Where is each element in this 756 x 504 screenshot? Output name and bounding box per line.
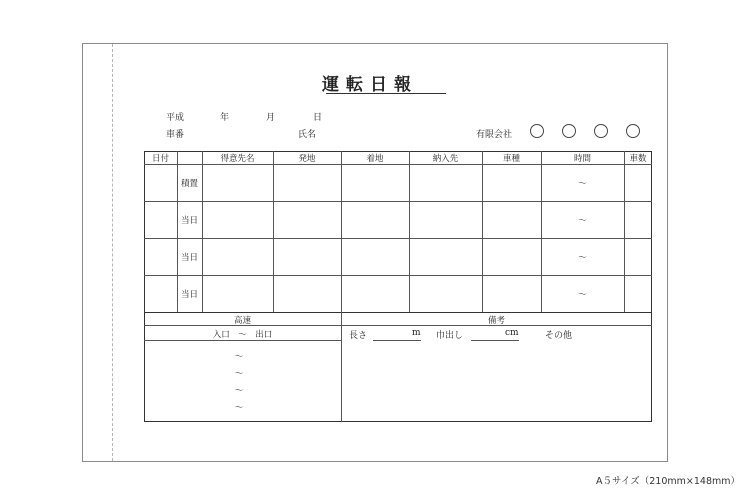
highway-entry: ～ <box>234 352 244 362</box>
length-unit: m <box>412 328 421 338</box>
time-separator: ～ <box>578 179 587 189</box>
width-label: 巾出し <box>436 331 464 341</box>
row-divider <box>144 238 652 239</box>
highway-entry: ～ <box>234 403 244 413</box>
time-separator: ～ <box>578 216 587 226</box>
length-blank <box>373 340 421 341</box>
perforation-line <box>112 44 113 461</box>
col-header-time: 時間 <box>573 154 591 164</box>
paper-size-caption: A５サイズ（210mm×148mm） <box>596 476 740 487</box>
col-header-date: 日付 <box>151 154 169 164</box>
row-day-label: 当日 <box>180 216 198 226</box>
driver-name-label: 氏名 <box>298 130 317 140</box>
era-label: 平成 <box>166 113 185 123</box>
row-divider <box>144 275 652 276</box>
highway-subheader: 入口 ～ 出口 <box>212 330 273 340</box>
seal-circle <box>626 124 640 138</box>
col-header-origin: 発地 <box>298 154 316 164</box>
row-day-label: 当日 <box>180 253 198 263</box>
time-separator: ～ <box>578 253 587 263</box>
col-divider <box>202 151 203 312</box>
width-blank <box>471 340 519 341</box>
col-divider <box>273 151 274 312</box>
section-divider <box>144 312 652 313</box>
title-underline <box>326 93 446 94</box>
log-table <box>144 151 652 422</box>
width-unit: cm <box>505 328 519 338</box>
time-separator: ～ <box>578 290 587 300</box>
col-header-vehicle-type: 車種 <box>502 154 520 164</box>
seal-circle <box>562 124 576 138</box>
row-divider <box>144 201 652 202</box>
col-divider <box>341 151 342 422</box>
col-header-delivery: 納入先 <box>432 154 459 164</box>
highway-entry: ～ <box>234 369 244 379</box>
seal-circle <box>594 124 608 138</box>
year-label: 年 <box>220 113 230 123</box>
table-border <box>144 151 652 422</box>
company-label: 有限会社 <box>476 130 513 140</box>
day-label: 日 <box>313 113 323 123</box>
highway-header: 高速 <box>233 316 251 326</box>
form-title: 運転日報 <box>322 75 418 95</box>
seal-circle <box>530 124 544 138</box>
col-header-customer: 得意先名 <box>220 154 255 164</box>
month-label: 月 <box>266 113 276 123</box>
row-day-label: 積置 <box>180 179 198 189</box>
col-header-destination: 着地 <box>366 154 384 164</box>
remarks-header: 備考 <box>487 316 505 326</box>
col-divider <box>482 151 483 312</box>
row-day-label: 当日 <box>180 290 198 300</box>
highway-entry: ～ <box>234 386 244 396</box>
length-label: 長さ <box>349 331 368 341</box>
other-label: その他 <box>545 331 573 341</box>
col-divider <box>409 151 410 312</box>
highway-subheader-divider <box>144 340 341 341</box>
vehicle-number-label: 車番 <box>166 130 185 140</box>
header-divider <box>144 164 652 165</box>
col-header-vehicle-count: 車数 <box>629 154 647 164</box>
col-divider <box>624 151 625 312</box>
